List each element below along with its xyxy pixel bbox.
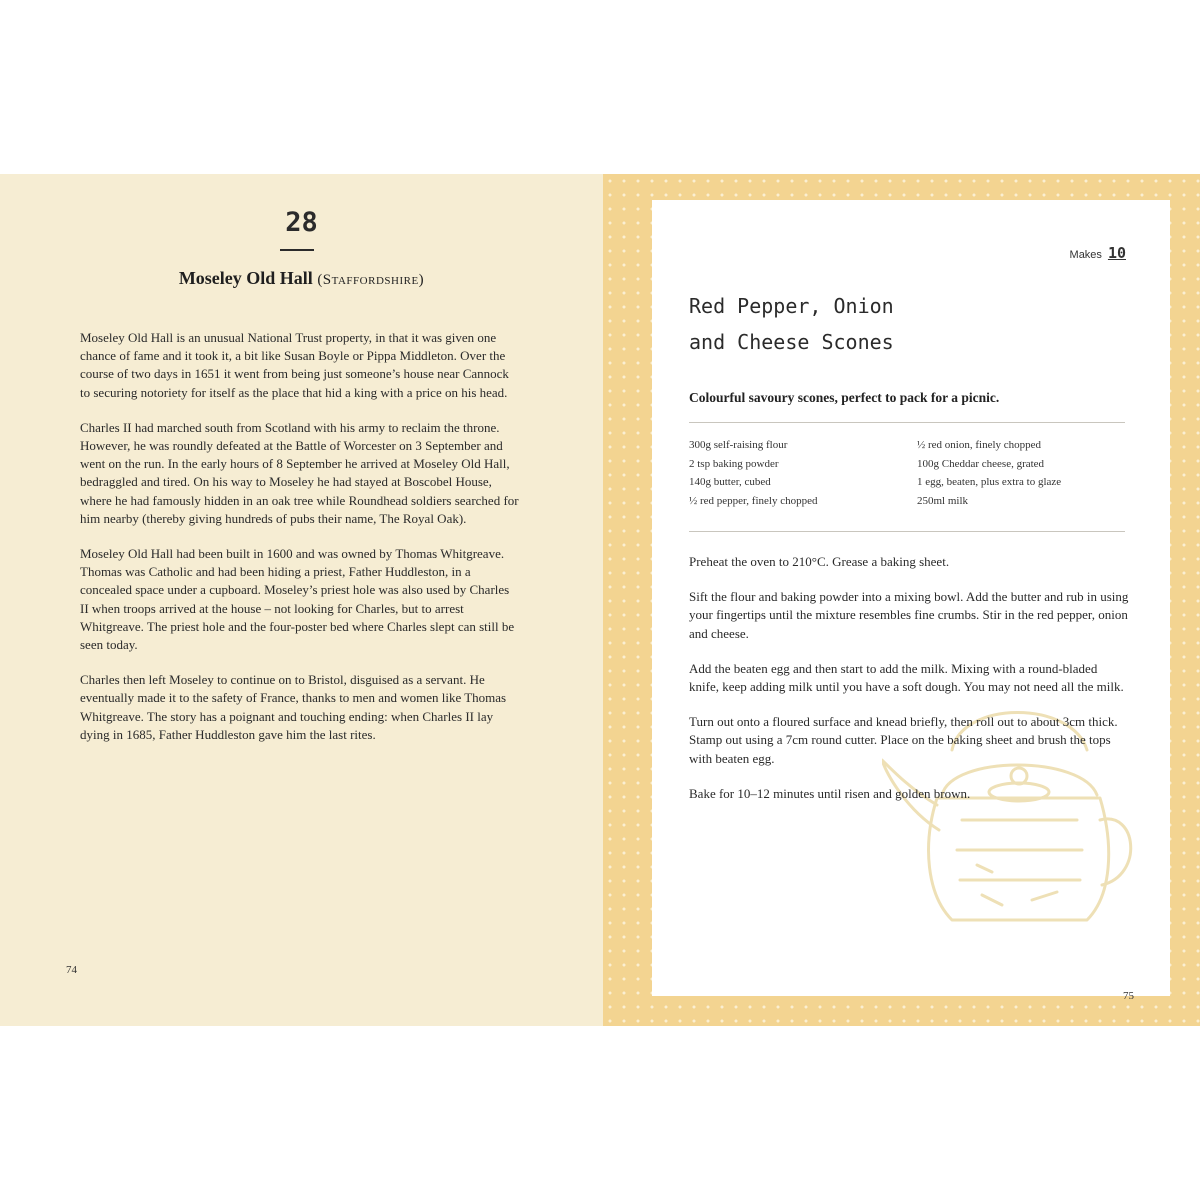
recipe-card: [652, 200, 1170, 1002]
method-step: Turn out onto a floured surface and knead briefly, then roll out to about 3cm thick. Stamp out using a 7cm round cutter. Place on the baking sheet and brush the tops with beaten egg.: [689, 714, 1118, 766]
recipe-intro: Colourful savoury scones, perfect to pack for a picnic.: [689, 390, 1000, 405]
page-number-right: 75: [1123, 990, 1134, 1002]
chapter-title-text: Moseley Old Hall: [178, 268, 313, 288]
history-paragraph: Moseley Old Hall is an unusual National Trust property, in that it was given one chance of fame and it took it, a bit like Susan Boyle or Pippa Middleton. Over the course of two days in 1651 it went from being just someone’s house near Cannock to securing notoriety for itself as the place that hid a king with a price on his head.: [80, 330, 509, 400]
ingredient-item: 100g Cheddar cheese, grated: [917, 457, 1045, 470]
makes-value: 10: [1107, 244, 1126, 262]
divider: [689, 422, 1125, 423]
ingredient-item: 140g butter, cubed: [689, 476, 771, 488]
recipe-title-line: Red Pepper, Onion: [689, 294, 894, 318]
method-step: Preheat the oven to 210°C. Grease a baking sheet.: [689, 554, 950, 569]
history-paragraph: Charles II had marched south from Scotland with his army to reclaim the throne. However, he was roundly defeated at the Battle of Worcester on 3 September and went on the run. In the early hours of 8 September he arrived at Moseley Old Hall, bedraggled and tired. On his way to Moseley he had stayed at Boscobel House, where he had famously hidden in an oak tree while Roundhead soldiers searched for him nearby (thereby giving hundreds of pubs their name, The Royal Oak).: [80, 419, 519, 526]
divider: [689, 531, 1125, 532]
method-steps: [689, 553, 1129, 820]
ingredient-item: ½ red onion, finely chopped: [917, 439, 1042, 451]
history-paragraph: Moseley Old Hall had been built in 1600 and was owned by Thomas Whitgreave. Thomas was Catholic and had been hiding a priest, Father Huddleston, in a concealed space under a cupboard. Moseley’s priest hole was also used by Charles II when troops arrived at the house – not looking for Charles, but to arrest Whitgreave. The priest hole and the four-poster bed where Charles slept can still be seen today.: [80, 546, 515, 653]
page-number-left: 74: [66, 964, 77, 976]
recipe-title: [689, 288, 989, 360]
ingredients-column-left: [689, 436, 909, 510]
history-text: [80, 329, 520, 761]
chapter-number: 28: [285, 207, 318, 238]
history-paragraph: Charles then left Moseley to continue on to Bristol, disguised as a servant. He eventually made it to the safety of France, thanks to men and women like Thomas Whitgreave. The story has a poignant and touching ending: when Charles II lay dying in 1685, Father Huddleston gave him the last rites.: [80, 672, 507, 742]
ingredients-column-right: [917, 436, 1127, 510]
ingredient-item: 250ml milk: [917, 494, 969, 507]
right-page: [603, 174, 1200, 1026]
method-step: Add the beaten egg and then start to add the milk. Mixing with a round-bladed knife, keep adding milk until you have a soft dough. You may not need all the milk.: [689, 660, 1124, 695]
makes-label: Makes: [1069, 249, 1102, 261]
book-spread: [0, 174, 1200, 1026]
chapter-number-underline: [280, 249, 314, 251]
method-step: Sift the flour and baking powder into a mixing bowl. Add the butter and rub in using your fingertips until the mixture resembles fine crumbs. Stir in the red pepper, onion and cheese.: [689, 589, 1129, 641]
chapter-title-county: (Staffordshire): [317, 272, 425, 288]
ingredient-item: ½ red pepper, finely chopped: [689, 494, 818, 507]
recipe-title-line: and Cheese Scones: [689, 330, 894, 354]
chapter-title: [0, 268, 603, 289]
left-page: [0, 174, 603, 1026]
makes-yield: [1070, 244, 1126, 262]
ingredient-item: 2 tsp baking powder: [689, 457, 779, 470]
ingredient-item: 300g self-raising flour: [689, 439, 788, 451]
ingredient-item: 1 egg, beaten, plus extra to glaze: [917, 476, 1062, 488]
method-step: Bake for 10–12 minutes until risen and golden brown.: [689, 785, 971, 801]
